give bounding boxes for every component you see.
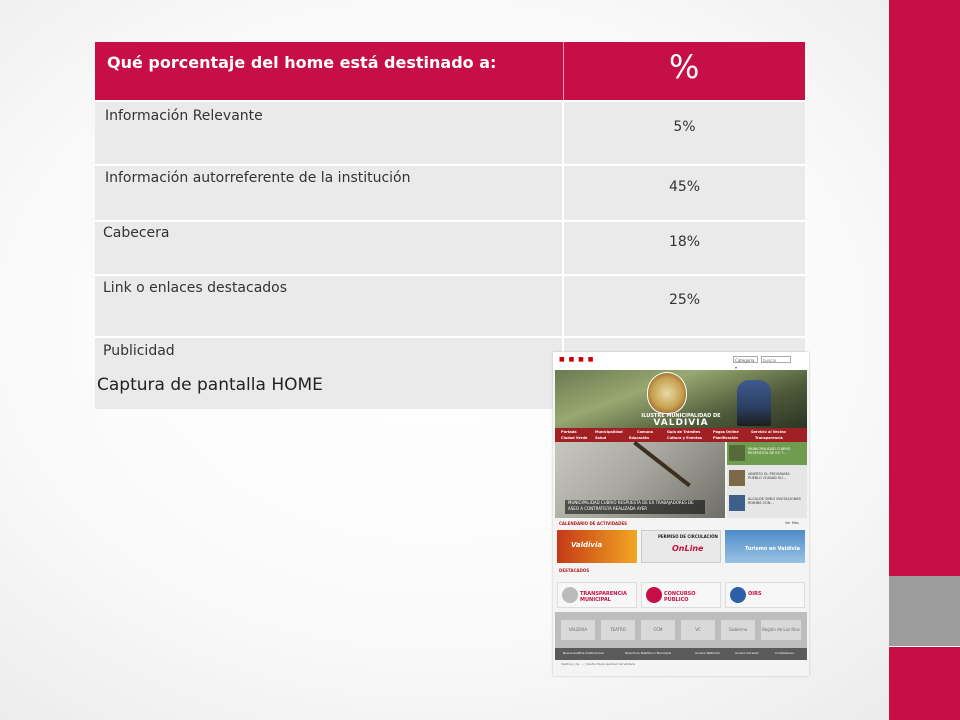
thumb-featured-text: OIRS xyxy=(748,591,762,597)
row-value: 5% xyxy=(563,101,805,165)
thumb-featured-header: DESTACADOS xyxy=(559,568,590,573)
thumb-side-news-text: MUNICIPALIDAD CUBRIÓ RESPUESTA DE EX T... xyxy=(748,447,791,455)
thumb-nav-item: Transparencia xyxy=(755,436,783,440)
row-value: 25% xyxy=(563,275,805,337)
pencil-icon xyxy=(730,587,746,603)
transparency-icon xyxy=(562,587,578,603)
thumb-side-news-item xyxy=(727,442,807,465)
thumb-featured-row xyxy=(557,582,805,608)
thumb-main-news-caption: MUNICIPALIDAD CUBRIÓ RESPUESTA DE EX TRABAJADORES DE ASEO A CONTRATISTA REALIZADA AYER xyxy=(565,500,705,514)
thumb-category-select: Categoría ▾ xyxy=(733,356,758,363)
thumb-footer-link: Acceso Webmail xyxy=(695,651,720,655)
thumb-side-news-item xyxy=(727,492,807,515)
thumb-logo: Gobierno xyxy=(721,620,755,640)
thumb-title-ilustre: ILUSTRE xyxy=(641,413,665,419)
row-value: 18% xyxy=(563,221,805,275)
thumb-side-news-image xyxy=(729,470,745,486)
table-row xyxy=(95,275,805,337)
thumb-side-news xyxy=(727,442,807,518)
table-row xyxy=(95,165,805,221)
thumb-calendar-link: Ver Más xyxy=(785,521,799,525)
thumb-hero-banner xyxy=(555,370,807,428)
thumb-banner-turismo-text: Turismo en Valdivia xyxy=(745,546,800,552)
thumb-side-news-image xyxy=(729,495,745,511)
thumb-side-news-item xyxy=(727,467,807,490)
megaphone-icon xyxy=(646,587,662,603)
thumb-search-box: buscar xyxy=(761,356,791,363)
municipality-emblem-icon xyxy=(647,372,687,414)
right-bar-red-bottom xyxy=(889,647,960,720)
right-bar-red-top xyxy=(889,0,960,576)
thumb-logo: VC xyxy=(681,620,715,640)
thumb-logo: VALDIVIA xyxy=(561,620,595,640)
thumb-nav-item: Pagos Online xyxy=(713,430,739,434)
thumb-footer-link: Contáctenos xyxy=(775,651,794,655)
thumb-title-valdivia: VALDIVIA xyxy=(653,418,709,428)
row-value: 45% xyxy=(563,165,805,221)
thumb-featured-text: CONCURSO PÚBLICO xyxy=(664,591,696,603)
thumb-logo: TEATRO xyxy=(601,620,635,640)
thumb-logo-strip xyxy=(555,612,807,648)
thumb-nav-item: Salud xyxy=(595,436,607,440)
row-label: Información autorreferente de la institución xyxy=(95,165,563,221)
thumb-banner-valdivia-text: Valdivia xyxy=(571,541,603,549)
table-header-row xyxy=(95,42,805,101)
row-label: Link o enlaces destacados xyxy=(95,275,563,337)
thumb-featured-text: TRANSPARENCIA MUNICIPAL xyxy=(580,591,627,603)
thumb-featured-item xyxy=(641,582,721,608)
screenshot-caption: Captura de pantalla HOME xyxy=(97,375,323,395)
thumb-title-municipalidad: MUNICIPALIDAD DE xyxy=(666,413,721,419)
thumb-logo: Región de Los Ríos xyxy=(761,620,801,640)
thumb-footer-link: Nueva Gráfica Institucional xyxy=(563,651,604,655)
thumb-banner-valdivia xyxy=(557,530,637,563)
right-bar-gray-block xyxy=(889,576,960,647)
thumb-shovel-shape xyxy=(633,441,691,487)
home-screenshot-thumbnail xyxy=(553,352,809,676)
thumb-nav-item: Servicio al Vecino xyxy=(751,430,786,434)
thumb-nav-item: Ciudad Verde xyxy=(561,436,588,440)
thumb-main-news-image xyxy=(555,442,725,518)
table-row xyxy=(95,101,805,165)
thumb-nav-item: Cultura y Eventos xyxy=(667,436,702,440)
thumb-nav-item: Guía de Trámites xyxy=(667,430,701,434)
thumb-top-bar xyxy=(553,352,809,370)
table-header-question: Qué porcentaje del home está destinado a: xyxy=(95,42,563,101)
thumb-featured-item xyxy=(725,582,805,608)
row-label: Cabecera xyxy=(95,221,563,275)
table-header-percent: % xyxy=(563,42,805,101)
thumb-banner-permiso xyxy=(641,530,721,563)
thumb-side-news-text: ABIERTO EL PROGRAMA PUEBLO CIUDAD SU... xyxy=(748,472,790,480)
row-label: Publicidad xyxy=(95,337,563,409)
thumb-side-news-image xyxy=(729,445,745,461)
thumb-nav-item: Educación xyxy=(629,436,649,440)
thumb-footer-link: Directorio Telefónico Municipal xyxy=(625,651,671,655)
table-row xyxy=(95,221,805,275)
thumb-bottom-text: Valdivia | Av. ... | Ilustre Municipalidad de Valdivia xyxy=(561,662,636,666)
thumb-calendar-header: CALENDARIO DE ACTIVIDADES xyxy=(559,521,628,526)
thumb-banner-row xyxy=(557,530,805,563)
thumb-footer-link: Acceso Intranet xyxy=(735,651,759,655)
thumb-nav-item: Portada xyxy=(561,430,577,434)
thumb-featured-item xyxy=(557,582,637,608)
thumb-footer-links xyxy=(555,648,807,660)
right-decorative-bar xyxy=(889,0,960,720)
thumb-side-news-text: ALCALDE SIMIO INVITACIONES ROBINS CON... xyxy=(748,497,801,505)
thumb-nav-item: Planificación xyxy=(713,436,739,440)
thumb-logo: CCM xyxy=(641,620,675,640)
thumb-nav-item: Comuna xyxy=(637,430,653,434)
thumb-social-icons: ■ ■ ■ ■ xyxy=(559,356,595,363)
thumb-nav-bar xyxy=(555,428,807,442)
thumb-banner-permiso-title: PERMISO DE CIRCULACIÓN xyxy=(658,534,718,539)
thumb-nav-item: Municipalidad xyxy=(595,430,623,434)
thumb-banner-permiso-online: OnLine xyxy=(672,544,704,553)
thumb-banner-turismo xyxy=(725,530,805,563)
row-label: Información Relevante xyxy=(95,101,563,165)
